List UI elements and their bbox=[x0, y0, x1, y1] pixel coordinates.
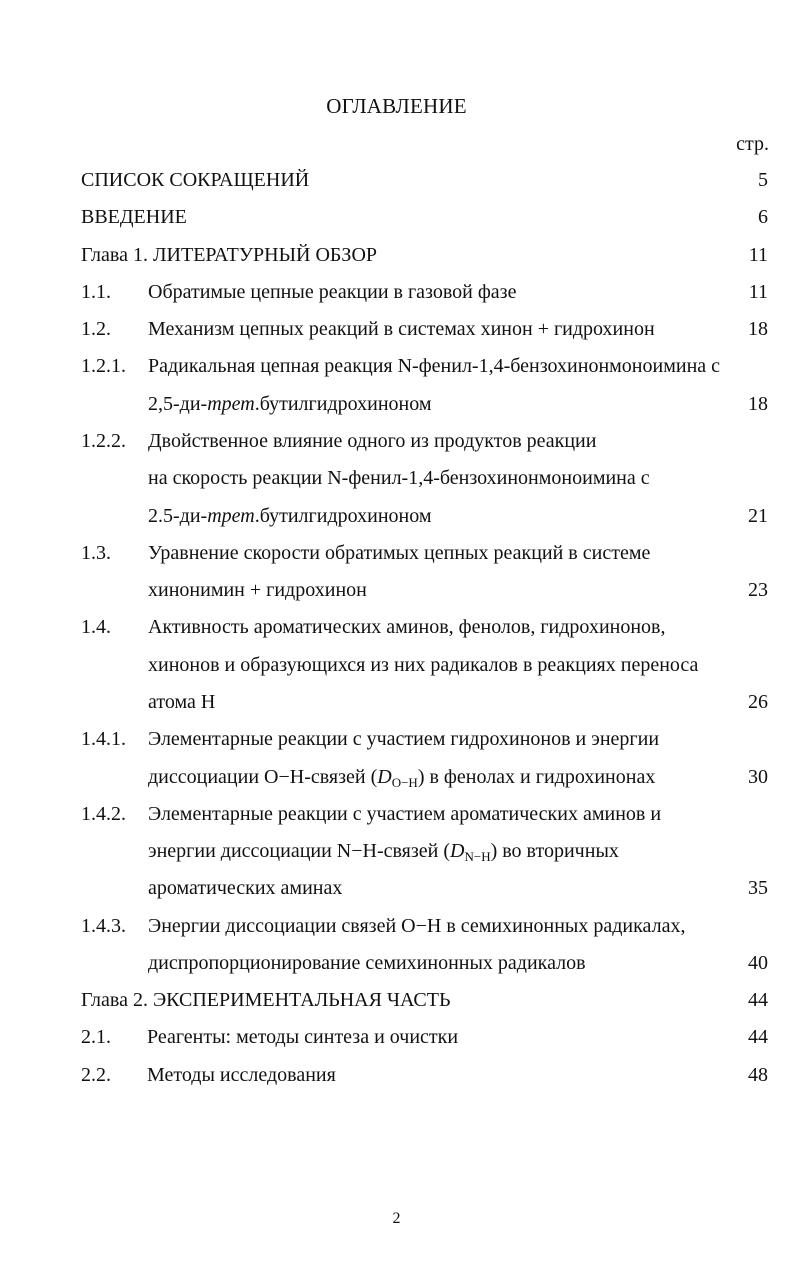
toc-entry-1-4[interactable] bbox=[0, 612, 793, 642]
toc-entry-title-continued bbox=[148, 836, 619, 866]
text-part: 2.5-ди- bbox=[148, 505, 208, 527]
toc-entry-1-4-1-continued[interactable] bbox=[0, 762, 793, 792]
toc-entry-number: 1.4.1. bbox=[81, 728, 126, 750]
toc-entry-page: 18 bbox=[748, 393, 768, 415]
toc-entry-title: Уравнение скорости обратимых цепных реакций в системе bbox=[148, 542, 651, 564]
toc-entry-abbreviations[interactable] bbox=[0, 165, 793, 195]
toc-entry-title-continued: хинонимин + гидрохинон bbox=[148, 579, 367, 601]
toc-entry-introduction[interactable] bbox=[0, 202, 793, 232]
toc-entry-page: 40 bbox=[748, 952, 768, 974]
toc-entry-title: Обратимые цепные реакции в газовой фазе bbox=[148, 281, 517, 303]
page-title: ОГЛАВЛЕНИЕ bbox=[326, 94, 467, 118]
toc-entry-1-4-1[interactable] bbox=[0, 724, 793, 754]
toc-entry-1-4-3-continued[interactable] bbox=[0, 948, 793, 978]
toc-entry-title-continued: на скорость реакции N-фенил-1,4-бензохинонмоноимина с bbox=[148, 467, 650, 489]
toc-entry-number: 1.2. bbox=[81, 318, 111, 340]
toc-entry-1-4-continued[interactable] bbox=[0, 650, 793, 680]
toc-entry-page: 11 bbox=[748, 244, 768, 266]
page-number: 2 bbox=[392, 1210, 401, 1227]
toc-entry-1-4-2-continued[interactable] bbox=[0, 873, 793, 903]
toc-entry-number: 2.1. bbox=[81, 1026, 111, 1048]
text-part: .бутилгидрохиноном bbox=[254, 505, 432, 527]
toc-entry-1-2-2[interactable] bbox=[0, 426, 793, 456]
toc-entry-title-continued: ароматических аминах bbox=[148, 877, 343, 899]
toc-entry-title-continued: атома Н bbox=[148, 691, 216, 713]
toc-entry-title-continued: диспропорционирование семихинонных радикалов bbox=[148, 952, 586, 974]
toc-entry-title: Глава 1. ЛИТЕРАТУРНЫЙ ОБЗОР bbox=[81, 244, 378, 266]
italic-term: трет bbox=[207, 393, 255, 415]
toc-entry-title: Глава 2. ЭКСПЕРИМЕНТАЛЬНАЯ ЧАСТЬ bbox=[81, 989, 451, 1011]
toc-entry-page: 26 bbox=[748, 691, 768, 713]
toc-entry-page: 6 bbox=[758, 206, 768, 228]
toc-entry-title-continued bbox=[148, 762, 655, 792]
toc-entry-page: 21 bbox=[748, 505, 768, 527]
toc-entry-number: 1.3. bbox=[81, 542, 111, 564]
toc-entry-2-1[interactable] bbox=[0, 1022, 793, 1052]
toc-entry-title-continued: хинонов и образующихся из них радикалов в реакциях переноса bbox=[148, 654, 699, 676]
toc-entry-page: 5 bbox=[758, 169, 768, 191]
toc-entry-chapter-2[interactable] bbox=[0, 985, 793, 1015]
toc-entry-number: 1.4. bbox=[81, 616, 111, 638]
toc-entry-1-1[interactable] bbox=[0, 277, 793, 307]
subscript: O−H bbox=[391, 775, 418, 790]
toc-entry-page: 44 bbox=[748, 989, 768, 1011]
toc-entry-title: Элементарные реакции с участием гидрохинонов и энергии bbox=[148, 728, 660, 750]
toc-entry-1-2-1-continued[interactable] bbox=[0, 389, 793, 419]
toc-entry-page: 18 bbox=[748, 318, 768, 340]
text-part: ) во вторичных bbox=[490, 840, 619, 862]
toc-entry-title: Методы исследования bbox=[147, 1064, 336, 1086]
text-part: диссоциации О−Н-связей ( bbox=[148, 766, 378, 788]
toc-entry-1-3[interactable] bbox=[0, 538, 793, 568]
toc-entry-1-4-3[interactable] bbox=[0, 911, 793, 941]
pages-column-header: стр. bbox=[736, 133, 769, 155]
toc-entry-title: Реагенты: методы синтеза и очистки bbox=[147, 1026, 459, 1048]
toc-entry-number: 1.2.2. bbox=[81, 430, 126, 452]
toc-entry-1-2-2-continued[interactable] bbox=[0, 463, 793, 493]
toc-entry-title: Радикальная цепная реакция N-фенил-1,4-бензохинонмоноимина с bbox=[148, 355, 721, 377]
toc-entry-title: Механизм цепных реакций в системах хинон + гидрохинон bbox=[148, 318, 655, 340]
toc-entry-number: 1.4.2. bbox=[81, 803, 126, 825]
toc-entry-title: Активность ароматических аминов, фенолов, гидрохинонов, bbox=[148, 616, 666, 638]
text-part: ) в фенолах и гидрохинонах bbox=[417, 766, 656, 788]
toc-entry-page: 35 bbox=[748, 877, 768, 899]
toc-entry-title: Энергии диссоциации связей О−Н в семихинонных радикалах, bbox=[148, 915, 686, 937]
toc-entry-page: 48 bbox=[748, 1064, 768, 1086]
toc-entry-1-2-1[interactable] bbox=[0, 351, 793, 381]
subscript: N−H bbox=[464, 849, 491, 864]
toc-entry-title: Двойственное влияние одного из продуктов реакции bbox=[148, 430, 597, 452]
text-part: .бутилгидрохиноном bbox=[254, 393, 432, 415]
toc-entry-title-continued bbox=[148, 389, 432, 419]
toc-entry-title-continued bbox=[148, 501, 432, 531]
toc-entry-title: ВВЕДЕНИЕ bbox=[81, 206, 187, 228]
toc-entry-page: 23 bbox=[748, 579, 768, 601]
toc-entry-1-4-2[interactable] bbox=[0, 799, 793, 829]
toc-entry-title: СПИСОК СОКРАЩЕНИЙ bbox=[81, 169, 310, 191]
toc-entry-title: Элементарные реакции с участием ароматических аминов и bbox=[148, 803, 662, 825]
toc-entry-1-4-continued[interactable] bbox=[0, 687, 793, 717]
toc-entry-number: 1.1. bbox=[81, 281, 111, 303]
toc-entry-number: 2.2. bbox=[81, 1064, 111, 1086]
symbol-d: D bbox=[377, 766, 392, 788]
toc-entry-number: 1.4.3. bbox=[81, 915, 126, 937]
toc-entry-2-2[interactable] bbox=[0, 1060, 793, 1090]
symbol-d: D bbox=[450, 840, 465, 862]
toc-entry-1-3-continued[interactable] bbox=[0, 575, 793, 605]
text-part: энергии диссоциации N−H-связей ( bbox=[148, 840, 451, 862]
toc-entry-page: 11 bbox=[748, 281, 768, 303]
toc-entry-1-2-2-continued[interactable] bbox=[0, 501, 793, 531]
toc-entry-page: 30 bbox=[748, 766, 768, 788]
toc-entry-number: 1.2.1. bbox=[81, 355, 126, 377]
italic-term: трет bbox=[207, 505, 255, 527]
toc-entry-chapter-1[interactable] bbox=[0, 240, 793, 270]
toc-entry-1-2[interactable] bbox=[0, 314, 793, 344]
text-part: 2,5-ди- bbox=[148, 393, 208, 415]
toc-entry-page: 44 bbox=[748, 1026, 768, 1048]
toc-entry-1-4-2-continued[interactable] bbox=[0, 836, 793, 866]
